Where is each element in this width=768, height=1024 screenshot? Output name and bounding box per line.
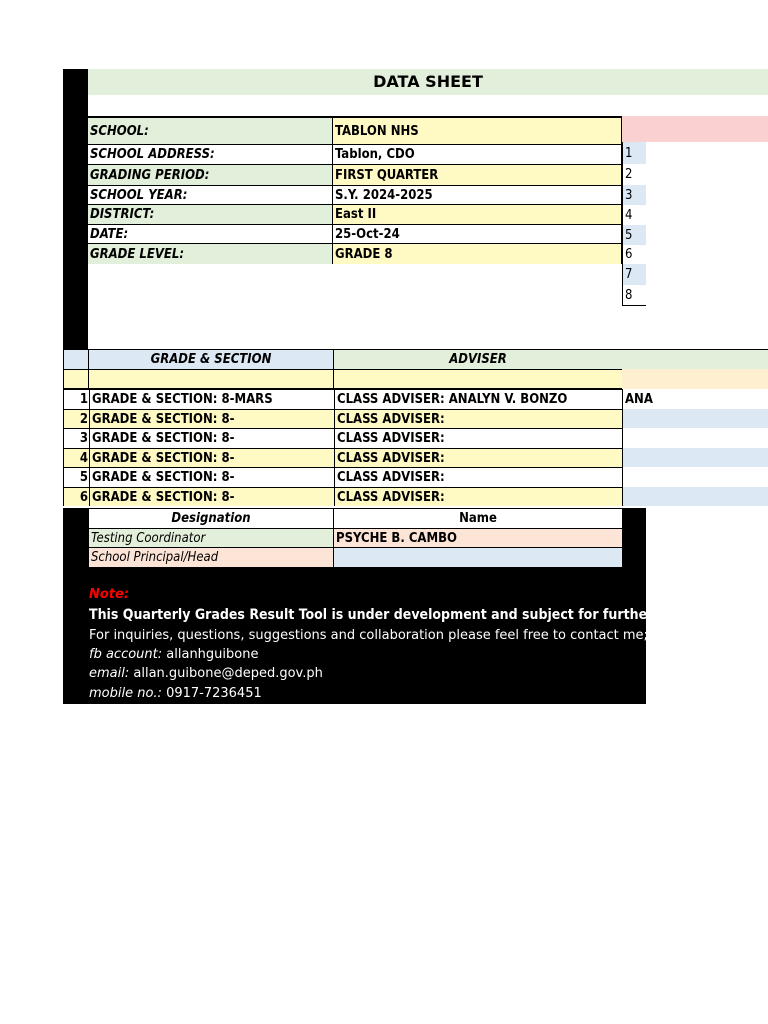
school-info-row [88, 144, 622, 164]
section-extra-cell-text: ANA [625, 391, 653, 407]
section-name-cell-text: GRADE & SECTION: 8-MARS [92, 392, 273, 407]
school-info-value-text: East II [335, 207, 377, 222]
section-adviser-cell-text: CLASS ADVISER: [337, 450, 445, 466]
section-name-cell-text: GRADE & SECTION: 8- [92, 470, 235, 485]
blank-row-extension [622, 369, 768, 389]
school-info-label [88, 145, 333, 164]
section-name-cell-text: GRADE & SECTION: 8- [92, 431, 235, 446]
side-number-item [622, 205, 646, 225]
school-info-value-text: TABLON NHS [335, 123, 419, 139]
section-adviser-cell[interactable] [334, 467, 623, 487]
email-value: allan.guibone@deped.gov.ph [133, 666, 323, 681]
school-info-row [88, 204, 622, 224]
blank-row-adviser [333, 369, 623, 389]
section-adviser-cell[interactable] [334, 428, 623, 448]
grade-section-header [88, 349, 334, 370]
signatory-name-2[interactable] [333, 547, 623, 568]
section-name-cell[interactable] [89, 487, 334, 506]
data-sheet-title-bar [88, 69, 768, 95]
school-info-label-text: GRADING PERIOD: [90, 167, 210, 183]
adviser-header-label: ADVISER [449, 352, 507, 367]
section-row-number-text: 6 [79, 489, 88, 505]
side-number-text: 3 [625, 187, 633, 203]
name-header [333, 508, 623, 529]
section-row-number [63, 409, 89, 428]
section-row-number [63, 448, 89, 467]
side-number-item [622, 225, 646, 245]
header-extension [622, 349, 768, 370]
section-name-cell[interactable] [89, 428, 334, 448]
school-info-row [88, 224, 622, 243]
side-number-list [622, 142, 646, 306]
school-info-row [88, 185, 622, 204]
section-row-number [63, 487, 89, 506]
school-info-value[interactable] [333, 225, 622, 243]
blank-row-section [88, 369, 334, 389]
section-row [63, 487, 768, 506]
school-info-value[interactable] [333, 145, 622, 164]
section-row-number-text: 1 [79, 392, 88, 407]
section-adviser-cell-text: CLASS ADVISER: [337, 431, 445, 446]
mobile-label: mobile no.: [89, 686, 162, 701]
school-info-label [88, 225, 333, 243]
section-extra-cell [623, 487, 768, 506]
adviser-header [333, 349, 623, 370]
fb-account-label: fb account: [89, 647, 163, 662]
school-info-value-text: FIRST QUARTER [335, 167, 439, 183]
section-adviser-cell[interactable] [334, 487, 623, 506]
side-number-item [622, 164, 646, 185]
designation-header [88, 508, 334, 529]
school-info-value-text: Tablon, CDO [335, 147, 415, 162]
section-adviser-cell[interactable] [334, 448, 623, 467]
sections-table-body [63, 389, 768, 506]
school-info-row [88, 164, 622, 185]
school-info-value[interactable] [333, 165, 622, 185]
section-row [63, 409, 768, 428]
section-adviser-cell[interactable] [334, 389, 623, 409]
email-line [89, 666, 323, 681]
school-info-row [88, 118, 622, 144]
school-info-value-text: S.Y. 2024-2025 [335, 187, 433, 203]
name-header-label: Name [459, 511, 497, 526]
email-label: email: [89, 666, 130, 681]
section-name-cell[interactable] [89, 467, 334, 487]
section-extra-cell [623, 448, 768, 467]
section-row-number-text: 4 [79, 450, 88, 466]
school-info-label [88, 118, 333, 144]
note-inquiries: For inquiries, questions, suggestions and collaboration please feel free to contact me; [89, 628, 648, 643]
signatory-designation-1-label: Testing Coordinator [91, 530, 206, 546]
school-info-label-text: DATE: [90, 226, 129, 242]
school-info-label [88, 244, 333, 264]
info-pink-cell [622, 116, 768, 142]
blank-row-num [63, 369, 89, 389]
side-number-item [622, 142, 646, 164]
school-info-value[interactable] [333, 118, 622, 144]
school-info-value[interactable] [333, 186, 622, 204]
page-title: DATA SHEET [373, 72, 483, 91]
school-info-value[interactable] [333, 244, 622, 264]
school-info-row [88, 243, 622, 264]
section-adviser-cell[interactable] [334, 409, 623, 428]
section-row-number [63, 467, 89, 487]
section-row [63, 467, 768, 487]
fb-account-line [89, 647, 258, 662]
school-info-value-text: GRADE 8 [335, 246, 393, 262]
mobile-line [89, 686, 262, 701]
school-info-value-text: 25-Oct-24 [335, 226, 400, 242]
note-label: Note: [89, 587, 130, 602]
note-headline: This Quarterly Grades Result Tool is under development and subject for further improvement [89, 607, 753, 623]
section-row-number-text: 2 [79, 411, 88, 427]
section-extra-cell [623, 467, 768, 487]
school-info-label [88, 205, 333, 224]
side-number-text: 6 [625, 247, 633, 262]
section-name-cell[interactable] [89, 389, 334, 409]
section-row-number [63, 428, 89, 448]
side-number-item [622, 185, 646, 205]
section-name-cell[interactable] [89, 409, 334, 428]
grade-section-header-label: GRADE & SECTION [150, 352, 272, 367]
section-adviser-cell-text: CLASS ADVISER: [337, 470, 445, 485]
designation-header-label: Designation [171, 511, 251, 526]
signatory-designation-2 [88, 547, 334, 568]
school-info-label [88, 165, 333, 185]
side-number-text: 7 [625, 267, 633, 282]
section-adviser-cell-text: CLASS ADVISER: [337, 489, 445, 505]
section-adviser-cell-text: CLASS ADVISER: [337, 411, 445, 427]
mobile-value: 0917-7236451 [166, 686, 262, 701]
signatory-name-1-value: PSYCHE B. CAMBO [336, 530, 457, 546]
section-extra-cell [623, 389, 768, 409]
section-row [63, 428, 768, 448]
school-info-label-text: GRADE LEVEL: [90, 246, 185, 262]
side-number-item [622, 245, 646, 264]
sections-header-num [63, 349, 89, 370]
school-info-label [88, 186, 333, 204]
section-extra-cell [623, 409, 768, 428]
side-number-item [622, 285, 646, 306]
school-info-label-text: SCHOOL ADDRESS: [90, 147, 215, 162]
section-row-number-text: 5 [79, 470, 88, 485]
school-info-label-text: DISTRICT: [90, 207, 155, 222]
side-number-item [622, 264, 646, 285]
signatory-name-1[interactable] [333, 528, 623, 548]
section-name-cell-text: GRADE & SECTION: 8- [92, 489, 235, 505]
school-info-table [88, 116, 622, 264]
section-row-number-text: 3 [79, 431, 88, 446]
signatory-designation-1 [88, 528, 334, 548]
section-name-cell-text: GRADE & SECTION: 8- [92, 411, 235, 427]
signatory-designation-2-label: School Principal/Head [91, 550, 219, 565]
section-row-number [63, 389, 89, 409]
section-row [63, 448, 768, 467]
section-extra-cell [623, 428, 768, 448]
side-number-text: 4 [625, 207, 633, 223]
section-name-cell-text: GRADE & SECTION: 8- [92, 450, 235, 466]
section-adviser-cell-text: CLASS ADVISER: ANALYN V. BONZO [337, 392, 568, 407]
school-info-label-text: SCHOOL: [90, 123, 149, 139]
section-row [63, 389, 768, 409]
side-number-text: 8 [625, 287, 633, 303]
school-info-label-text: SCHOOL YEAR: [90, 187, 188, 203]
section-name-cell[interactable] [89, 448, 334, 467]
fb-account-value: allanhguibone [166, 647, 259, 662]
side-number-text: 1 [625, 145, 633, 161]
side-number-text: 5 [625, 227, 633, 243]
side-number-text: 2 [625, 167, 633, 182]
school-info-value[interactable] [333, 205, 622, 224]
sheet-left-bar [63, 69, 88, 349]
